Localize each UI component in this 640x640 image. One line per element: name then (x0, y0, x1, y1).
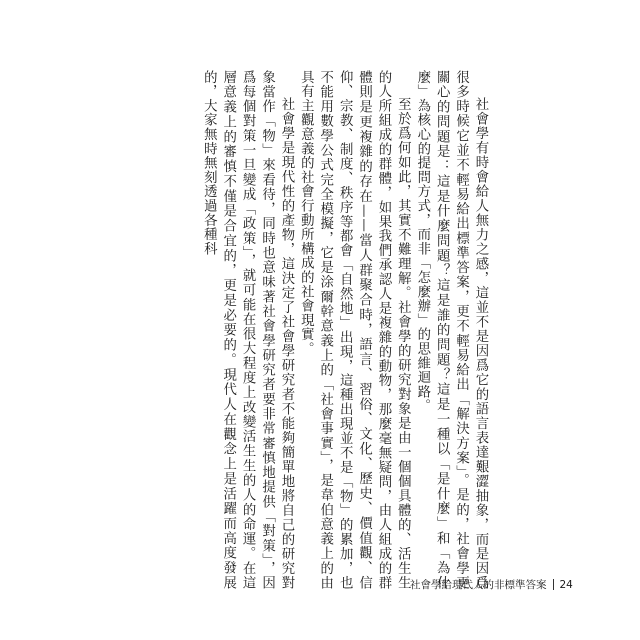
paragraph-3: 社會學是現代性的產物，這決定了社會學研究者不能夠簡單地將自己的研究對象當作「物」來看待，同時也意味著社會學研究者要非常審慎地提供「對策」，因爲每個對策一旦變成「政策」，就可能在很大程度上改變活生生的人的命運。在這層意義上的審慎不僅是合宜的，更是必要的。現代人在觀念上是活躍而高度發展的，大家無時無刻透過各種科 (201, 70, 294, 590)
footer-divider (553, 579, 554, 590)
paragraph-1: 社會學有時會給人無力之感，這並不是因爲它的語言表達艱澀抽象，而是因爲很多時候它並不輕易給出標準答案，更不輕易給出「解決方案」。是的，社會學更關心的問題是：這是什麼問題？這是誰的問題？這是一種以「是什麼」和「為什麼」為核心的提問方式，而非「怎麼辦」的思維迴路。 (414, 70, 488, 590)
page-footer (410, 577, 573, 592)
page-number: 24 (559, 578, 573, 591)
paragraph-2: 至於爲何如此，其實不難理解。社會學的研究對象是由一個個具體的、活生生的人所組成的群體，如果我們承認人是複雜的動物，那麼毫無疑問，由人組成的群體則是更複雜的存在——當人群聚合時，語言、習俗、文化、歷史、價值觀、信仰、宗教、制度、秩序等都會「自然地」出現，這種出現並不是「物」的累加，也不能用數學公式完全模擬，它是涂爾幹意義上的「社會事實」，是韋伯意義上的由具有主觀意義的社會行動所構成的社會現實。 (298, 70, 411, 590)
running-title: 社會學給現代人的非標準答案 (410, 579, 547, 591)
body-text (199, 70, 490, 590)
